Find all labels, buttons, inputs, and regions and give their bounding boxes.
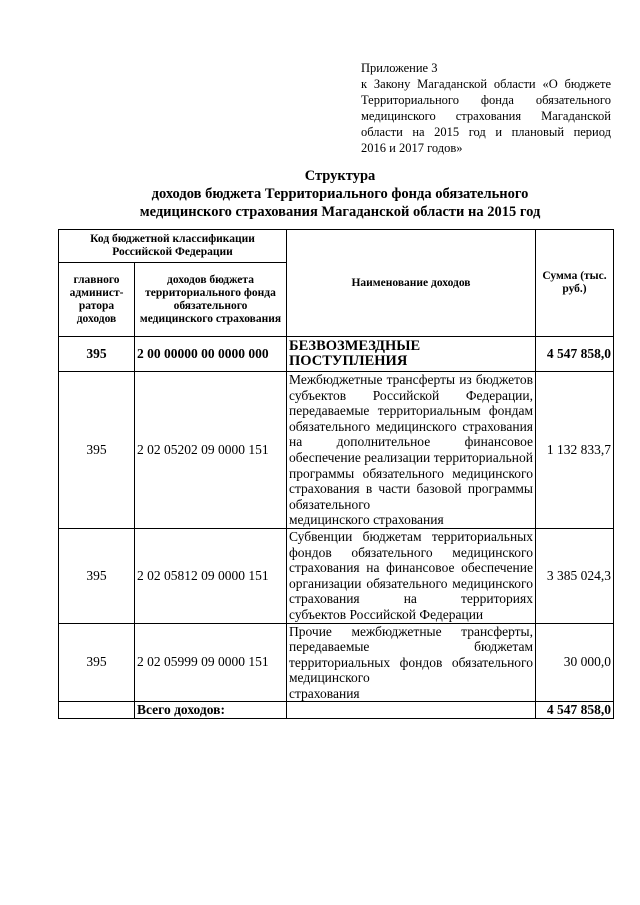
appendix-line: Территориального фонда обязательного bbox=[361, 93, 611, 107]
amount-cell: 3 385 024,3 bbox=[536, 528, 614, 623]
income-code-cell: 2 02 05202 09 0000 151 bbox=[135, 372, 287, 529]
table-row bbox=[59, 528, 614, 623]
empty-cell bbox=[287, 702, 536, 719]
table-row bbox=[59, 337, 614, 372]
name-line: страхования bbox=[289, 685, 360, 701]
name-line: территориальной программы bbox=[289, 449, 533, 481]
name-line: страхования на дополнительное bbox=[289, 418, 534, 450]
name-line: страхования в части базовой bbox=[289, 481, 462, 497]
header-income-code: доходов бюджета территориального фонда обязательного медицинского страхования bbox=[135, 263, 287, 337]
name-line: обязательного медицинского bbox=[351, 544, 533, 560]
header-admin: главного админист-ратора доходов bbox=[59, 263, 135, 337]
name-line: передаваемые бюджетам bbox=[289, 639, 533, 655]
income-code-cell: 2 00 00000 00 0000 000 bbox=[135, 337, 287, 372]
empty-cell bbox=[59, 702, 135, 719]
table-row bbox=[59, 372, 614, 529]
name-line: обязательного медицинского bbox=[289, 654, 534, 686]
admin-code-cell: 395 bbox=[59, 528, 135, 623]
table-total-row bbox=[59, 702, 614, 719]
income-code-cell: 2 02 05812 09 0000 151 bbox=[135, 528, 287, 623]
table-row bbox=[59, 623, 614, 702]
income-name-cell bbox=[287, 623, 536, 702]
appendix-line: к Закону Магаданской области «О бюджете bbox=[361, 77, 611, 91]
appendix-line: медицинского страхования Магаданской bbox=[361, 109, 611, 123]
name-line: обязательного медицинского bbox=[366, 575, 534, 591]
name-line: Межбюджетные трансферты bbox=[289, 372, 456, 387]
name-line: Федерации, передаваемые bbox=[289, 387, 534, 419]
income-name-cell bbox=[287, 372, 536, 529]
appendix-line: Приложение 3 bbox=[361, 61, 438, 75]
header-code-group: Код бюджетной классификации Российской Федерации bbox=[59, 230, 287, 263]
income-table bbox=[58, 229, 614, 719]
name-line: ПОСТУПЛЕНИЯ bbox=[289, 353, 408, 369]
name-line: Субвенции бюджетам bbox=[289, 528, 422, 544]
admin-code-cell: 395 bbox=[59, 372, 135, 529]
amount-cell: 30 000,0 bbox=[536, 623, 614, 702]
income-code-cell: 2 02 05999 09 0000 151 bbox=[135, 623, 287, 702]
title-line: Структура bbox=[304, 168, 376, 184]
appendix-line: области на 2015 год и плановый период bbox=[361, 125, 611, 139]
income-name-cell bbox=[287, 528, 536, 623]
name-line: территориальных фондов bbox=[289, 528, 533, 560]
name-line: субъектов Российской Федерации bbox=[289, 606, 484, 622]
name-line: обеспечение организации bbox=[289, 560, 533, 591]
table-header-row bbox=[59, 230, 614, 263]
document-title bbox=[40, 167, 640, 221]
name-line: обязательного медицинского bbox=[289, 418, 457, 434]
name-line: территориальным фондам bbox=[377, 403, 533, 419]
title-line: доходов бюджета Территориального фонда обязательного bbox=[151, 186, 529, 202]
name-line: страхования на финансовое bbox=[289, 560, 455, 576]
name-line: медицинского страхования bbox=[289, 512, 444, 528]
total-amount: 4 547 858,0 bbox=[536, 702, 614, 719]
name-line: обязательного медицинского bbox=[362, 465, 534, 481]
name-line: Прочие межбюджетные трансферты, bbox=[289, 623, 533, 639]
name-line: страхования на территориях bbox=[289, 591, 533, 607]
name-line: финансовое обеспечение реализации bbox=[289, 434, 534, 465]
amount-cell: 1 132 833,7 bbox=[536, 372, 614, 529]
admin-code-cell: 395 bbox=[59, 623, 135, 702]
header-sum: Сумма (тыс. руб.) bbox=[536, 230, 614, 337]
appendix-note bbox=[361, 60, 611, 156]
amount-cell: 4 547 858,0 bbox=[536, 337, 614, 372]
header-income-name: Наименование доходов bbox=[287, 230, 536, 337]
admin-code-cell: 395 bbox=[59, 337, 135, 372]
name-line: территориальных фондов bbox=[289, 654, 443, 670]
name-line: программы обязательного bbox=[289, 481, 533, 512]
income-name-cell bbox=[287, 337, 536, 372]
total-label: Всего доходов: bbox=[135, 702, 287, 719]
name-line: БЕЗВОЗМЕЗДНЫЕ bbox=[289, 338, 421, 354]
name-line: из бюджетов субъектов Российской bbox=[289, 372, 534, 403]
title-line: медицинского страхования Магаданской области на 2015 год bbox=[139, 204, 541, 220]
appendix-line: 2016 и 2017 годов» bbox=[361, 141, 463, 155]
